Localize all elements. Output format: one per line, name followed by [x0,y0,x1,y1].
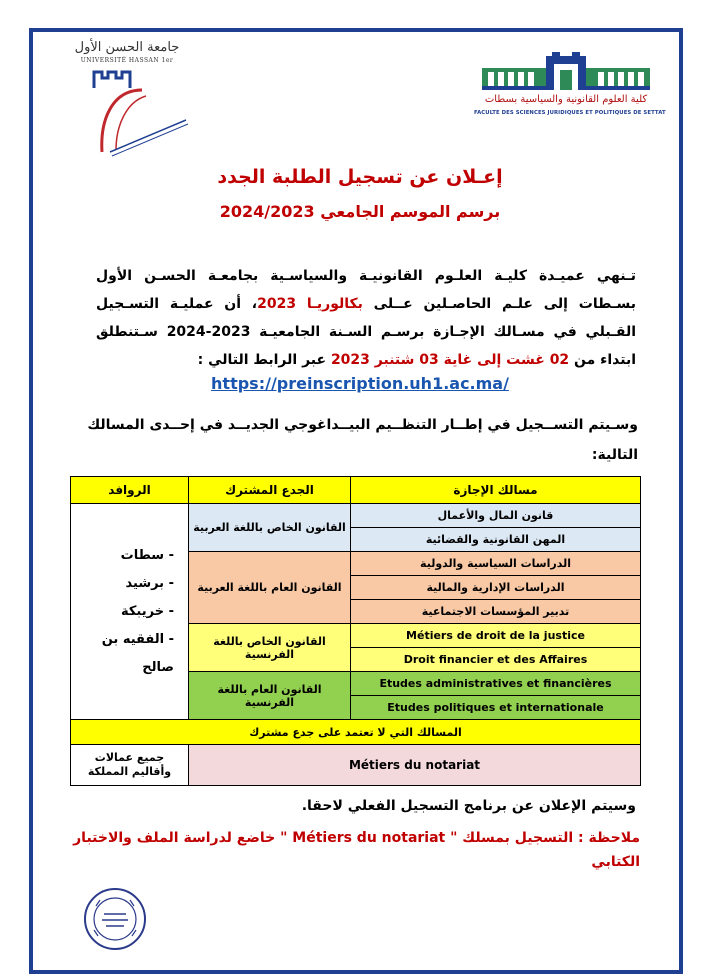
preinscription-link[interactable]: https://preinscription.uh1.ac.ma/ [211,374,509,393]
city-item: - برشيد [125,575,174,591]
final-announcement: وسيتم الإعلان عن برنامج التسجيل الفعلي لاحقا. [301,798,636,814]
dates-highlight: 02 غشت إلى غاية 03 شتنبر 2023 [330,352,570,368]
track-cell: الدراسات السياسية والدولية [351,552,641,576]
announcement-title: إعـلان عن تسجيل الطلبة الجدد [217,166,503,188]
tracks-intro: وسـيتم التســجيل في إطــار التنظــيم البيــداغوجي الجديــد في إحــدى المسالك التالية: [87,417,638,463]
paragraph-text-2: ، أن عمليـة التسـجيل القـبلي في مسـالك الإجـازة برسـم السـنة الجامعيـة 2023-2024 سـتنطلق ابتداء من [96,296,637,368]
university-emblem-icon [82,70,192,160]
common-core-cell: القانون العام باللغة الفرنسية [189,672,351,720]
faculty-building-icon [474,50,658,94]
common-core-cell: القانون العام باللغة العربية [189,552,351,624]
note: ملاحظة : التسجيل بمسلك " Métiers du notariat " خاضع لدراسة الملف والاختبار الكتابي [73,830,640,870]
university-name-ar: جامعة الحسن الأول [74,40,180,55]
announcement-paragraph [96,262,636,374]
table-row [71,504,641,528]
university-logo [62,40,202,160]
faculty-name-fr: FACULTE DES SCIENCES JURIDIQUES ET POLITIQUES DE SETTAT [474,110,666,116]
city-item: - الفقيه بن صالح [101,631,174,675]
faculty-logo [474,50,666,122]
track-cell: Droit financier et des Affaires [351,648,641,672]
table-row [71,745,641,786]
track-cell: Métiers de droit de la justice [351,624,641,648]
common-core-cell: القانون الخاص باللغة الفرنسية [189,624,351,672]
notariat-track-cell: Métiers du notariat [189,745,641,786]
header-tracks: مسالك الإجازة [351,477,641,504]
faculty-stamp-icon [82,886,148,952]
faculty-name-ar: كلية العلوم القانونية والسياسية بسطات [484,94,648,105]
common-core-cell: القانون الخاص باللغة العربية [189,504,351,552]
announcement-subtitle: برسم الموسم الجامعي 2024/2023 [219,202,501,221]
paragraph-text-3: عبر الرابط التالي : [197,352,331,368]
notariat-region-cell: جميع عمالات وأقاليم المملكة [71,745,189,786]
track-cell: الدراسات الإدارية والمالية [351,576,641,600]
track-cell: Etudes administratives et financières [351,672,641,696]
track-cell: تدبير المؤسسات الاجتماعية [351,600,641,624]
header-branches: الروافد [71,477,189,504]
university-name-fr: UNIVERSITÉ HASSAN 1er [80,57,174,64]
paragraph-text-1: تـنهي عميـدة كليـة العلـوم القانونيـة والسياسـية بجامعـة الحسـن الأول بسـطات إلى علـم الحاصـلين عــلى [96,268,636,312]
table-row [71,720,641,745]
bac-highlight: بكالوريـا 2023 [257,296,363,312]
tracks-table [70,476,641,786]
city-item: - سطات [120,547,174,563]
track-cell: قانون المال والأعمال [351,504,641,528]
track-cell: Etudes politiques et internationale [351,696,641,720]
header-common-core: الجدع المشترك [189,477,351,504]
no-core-banner: المسالك التي لا تعتمد على جدع مشترك [71,720,641,745]
branches-cell [71,504,189,720]
table-header-row [71,477,641,504]
track-cell: المهن القانونية والقضائية [351,528,641,552]
city-item: - خريبكة [120,603,174,619]
